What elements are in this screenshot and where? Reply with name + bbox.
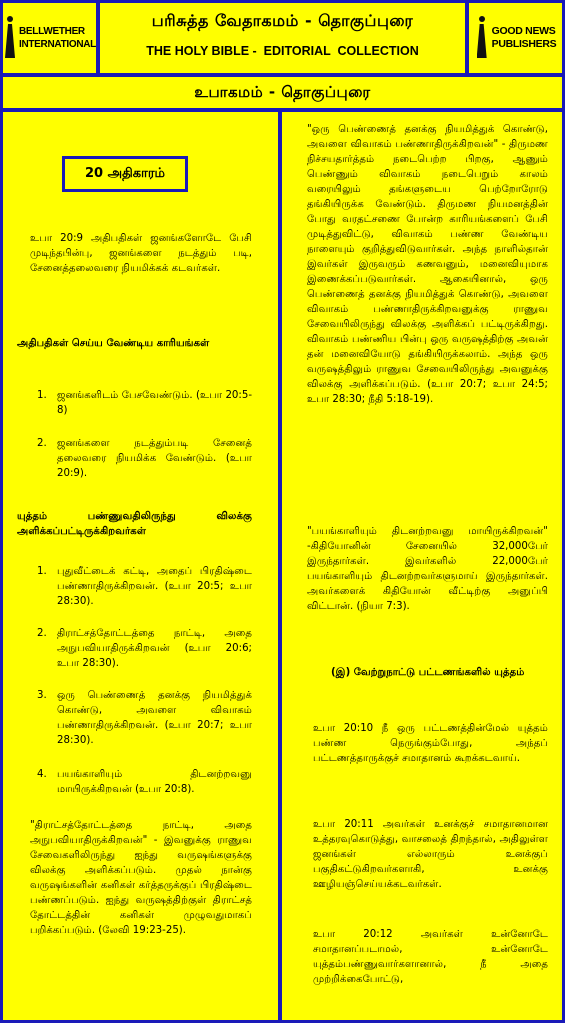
list-item: 1. புதுவீட்டைக் கட்டி, அதைப் பிரதிஷ்டை பண்ணாதிருக்கிறவன். (உபா 20:5; உபா 28:30).	[37, 566, 252, 607]
heading-duties: அதிபதிகள் செய்ய வேண்டிய காரியங்கள்	[17, 338, 210, 349]
vineyard-paragraph: "திராட்சத்தோட்டத்தை நாட்டி, அதை அநுபவியாதிருக்கிறவன்" - இவனுக்கு ராணுவ சேவைகளிலிருந்து ஐந்து வருஷங்களுக்கு விலக்கு அளிக்கப்படும். முதல் நான்கு வருஷங்களின் கனிகள் கர்த்தருக்குப் பிரதிஷ்டை பண்ணப்படும். ஐந்து வருஷத்திற்குள் திராட்சத் தோட்டத்தின் கனிகள் முழுவதுமாகப் பறிக்கப்படும். (லேவி 19:23-25).	[30, 820, 252, 936]
list-item: 2. திராட்சத்தோட்டத்தை நாட்டி, அதை அநுபவியாதிருக்கிறவன் (உபா 20:6; உபா 28:30).	[37, 628, 252, 669]
chapter-title: 20 அதிகாரம்	[62, 156, 188, 192]
page-header	[100, 3, 465, 73]
fearful-paragraph: "பயங்காளியும் திடனற்றவனு மாயிருக்கிறவன்" -கிதியோனின் சேனையில் 32,000பேர் இருந்தார்கள். இவர்களில் 22,000பேர் பயங்காளியும் திடனற்றவர்களுமாய் இருந்தார்கள். அவர்களைக் கிதியோன் வீட்டிற்கு அனுப்பி விட்டான். (நியா 7:3).	[307, 526, 548, 612]
subtitle-bar	[3, 77, 562, 108]
goodnews-logo	[469, 3, 562, 73]
logo-line-1: BELLWETHER	[18, 26, 85, 37]
logo-line-2: PUBLISHERS	[491, 38, 557, 50]
list-item: 2. ஜனங்களை நடத்தும்படி சேனைத் தலைவரை நியமிக்க வேண்டும். (உபா 20:9).	[37, 438, 252, 479]
list-item: 4. பயங்காளியும் திடனற்றவனு மாயிருக்கிறவன் (உபா 20:8).	[37, 769, 252, 795]
right-column	[282, 112, 562, 1020]
intro-verse: உபா 20:9 அதிபதிகள் ஜனங்களோடே பேசி முடிந்தபின்பு, ஜனங்களை நடத்தும் படி, சேனைத்தலைவரை நியமிக்கக் கடவர்கள்.	[30, 233, 252, 274]
verse-20-12: உபா 20:12 அவர்கள் உன்னோடே சமாதானப்படாமல், உன்னோடே யுத்தம்பண்ணுவார்களானால், நீ அதை முற்றிக்கைபோட்டு,	[313, 929, 548, 985]
subtitle: உபாகமம் - தொகுப்புரை	[194, 83, 371, 101]
figure-icon	[3, 16, 16, 60]
left-column	[3, 112, 278, 1020]
heading-foreign-cities: (இ) வேற்றுநாட்டு பட்டணங்களில் யுத்தம்	[331, 667, 525, 678]
logo-line-1: GOOD NEWS	[491, 25, 556, 37]
verse-20-11: உபா 20:11 அவர்கள் உனக்குச் சமாதானமான உத்தரவுகொடுத்து, வாசலைத் திறந்தால், அதிலுள்ள ஜனங்கள் எல்லாரும் உனக்குப் பகுதிகட்டுகிறவர்களாகி, உனக்கு ஊழியஞ்செய்யக்கடவர்கள்.	[313, 819, 548, 890]
title-english: THE HOLY BIBLE - EDITORIAL COLLECTION	[146, 44, 419, 58]
heading-exemptions: யுத்தம் பண்ணுவதிலிருந்து விலக்கு அளிக்கப்பட்டிருக்கிறவர்கள்	[17, 511, 252, 537]
betrothal-paragraph: "ஒரு பெண்ணைத் தனக்கு நியமித்துக் கொண்டு, அவளை விவாகம் பண்ணாதிருக்கிறவன்" - திருமண நிச்சயதார்த்தம் நடைபெற்ற பிறகு, ஆணும் பெண்ணும் விவாகம் நடைபெறும் காலம் வரையிலும் தங்களுடைய பெற்றோரோடு தங்கியிருக்க வேண்டும். திருமண நியமனத்தின் போது வரதட்சணை போன்ற காரியங்களைப் பேசி முடித்துவிட்டு, விவாகம் பண்ண வேண்டிய நாளையும் குறித்துவிடுவார்கள். அந்த நாளில்தான் இவர்கள் இருவரும் கணவனும், மனைவியுமாக இணைக்கப்படுவார்கள். ஆகையினால், ஒரு பெண்ணைத் தனக்கு நியமித்துக் கொண்டு, அவளை விவாகம் பண்ணாதிருக்கிறவனுக்கு ராணுவ சேவையிலிருந்து விலக்கு அளிக்கப் பட்டிருக்கிறது. விவாகம் பண்ணிய பின்பு ஒரு வருஷத்திற்கு அவன் தன் மனைவியோடு தங்கியிருக்கலாம். அந்த ஒரு வருஷத்திலும் ராணுவ சேவையிலிருந்து அவனுக்கு விலக்கு அளிக்கப்படும். (உபா 20:7; உபா 24:5; உபா 28:30; நீதி 5:18-19).	[307, 124, 548, 405]
logo-line-2: INTERNATIONAL	[18, 39, 96, 50]
verse-20-10: உபா 20:10 நீ ஒரு பட்டணத்தின்மேல் யுத்தம் பண்ண நெருங்கும்போது, அந்தப் பட்டணத்தாருக்குச் சமாதானம் கூறக்கடவாய்.	[313, 723, 548, 764]
bellwether-logo	[3, 3, 96, 73]
list-item: 3. ஒரு பெண்ணைத் தனக்கு நியமித்துக் கொண்டு, அவளை விவாகம் பண்ணாதிருக்கிறவன். (உபா 20:7; உபா 28:30).	[37, 690, 252, 746]
figure-icon	[475, 16, 489, 60]
list-item: 1. ஜனங்களிடம் பேசவேண்டும். (உபா 20:5-8)	[37, 390, 252, 416]
title-tamil: பரிசுத்த வேதாகமம் - தொகுப்புரை	[151, 11, 414, 30]
